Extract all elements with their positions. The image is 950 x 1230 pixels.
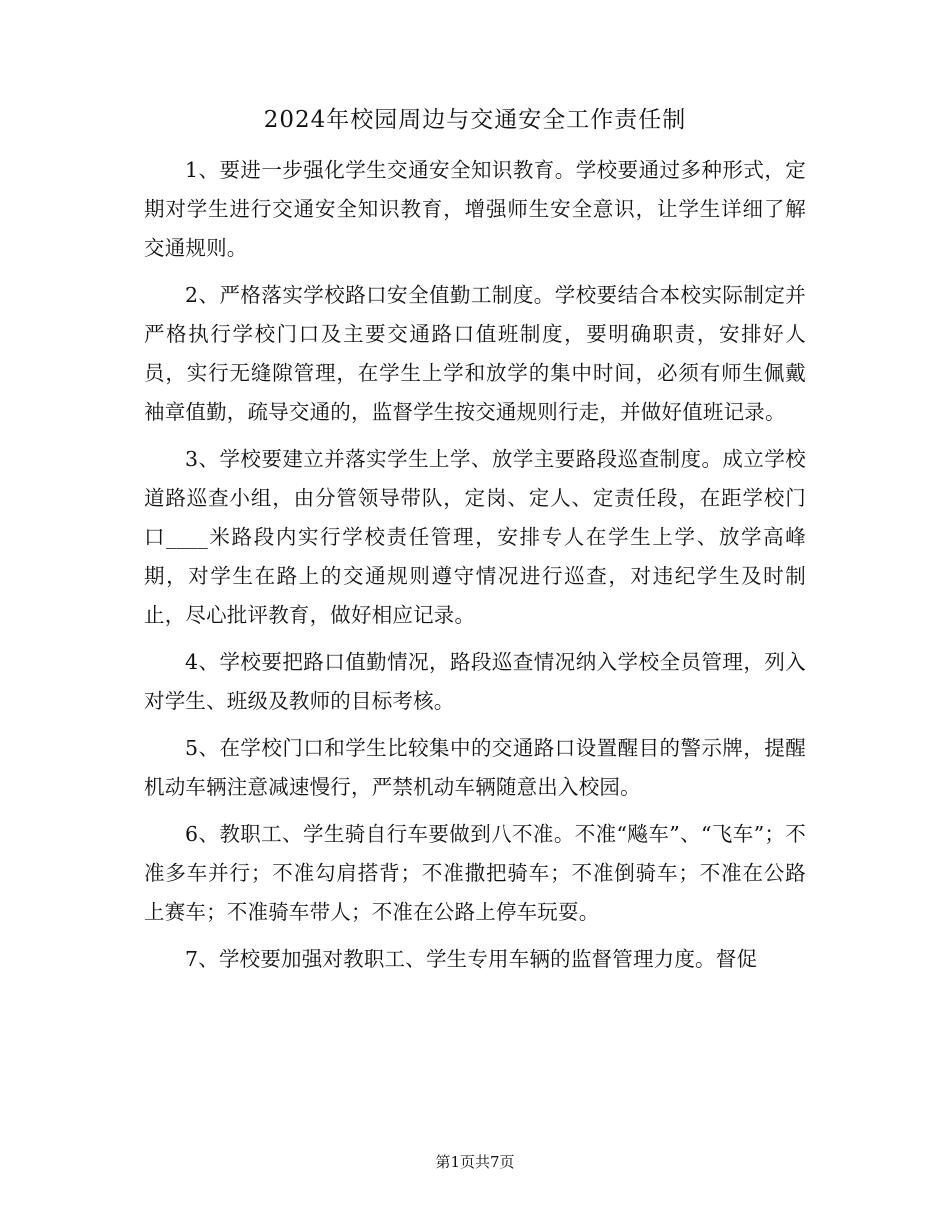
paragraph-6: 6、教职工、学生骑自行车要做到八不准。不准“飚车”、“飞车”；不准多车并行；不准勾肩搭背；不准撒把骑车；不准倒骑车；不准在公路上赛车；不准骑车带人；不准在公路上停车玩耍。 <box>144 822 806 924</box>
page-number-footer: 第1页共7页 <box>435 1153 515 1171</box>
document-title: 2024年校园周边与交通安全工作责任制 <box>263 107 687 133</box>
paragraph-2: 2、严格落实学校路口安全值勤工制度。学校要结合本校实际制定并严格执行学校门口及主要交通路口值班制度，要明确职责，安排好人员，实行无缝隙管理，在学生上学和放学的集中时间，必须有师生佩戴袖章值勤，疏导交通的，监督学生按交通规则行走，并做好值班记录。 <box>144 283 806 424</box>
paragraph-3: 3、学校要建立并落实学生上学、放学主要路段巡查制度。成立学校道路巡查小组，由分管领导带队，定岗、定人、定责任段，在距学校门口____米路段内实行学校责任管理，安排专人在学生上学、放学高峰期，对学生在路上的交通规则遵守情况进行巡查，对违纪学生及时制止，尽心批评教育，做好相应记录。 <box>144 447 806 627</box>
paragraph-4: 4、学校要把路口值勤情况，路段巡查情况纳入学校全员管理，列入对学生、班级及教师的目标考核。 <box>144 650 806 713</box>
document-body <box>144 151 806 987</box>
paragraph-5: 5、在学校门口和学生比较集中的交通路口设置醒目的警示牌，提醒机动车辆注意减速慢行，严禁机动车辆随意出入校园。 <box>144 736 806 799</box>
paragraph-1: 1、要进一步强化学生交通安全知识教育。学校要通过多种形式，定期对学生进行交通安全知识教育，增强师生安全意识，让学生详细了解交通规则。 <box>144 158 806 260</box>
paragraph-7: 7、学校要加强对教职工、学生专用车辆的监督管理力度。督促 <box>185 947 758 971</box>
